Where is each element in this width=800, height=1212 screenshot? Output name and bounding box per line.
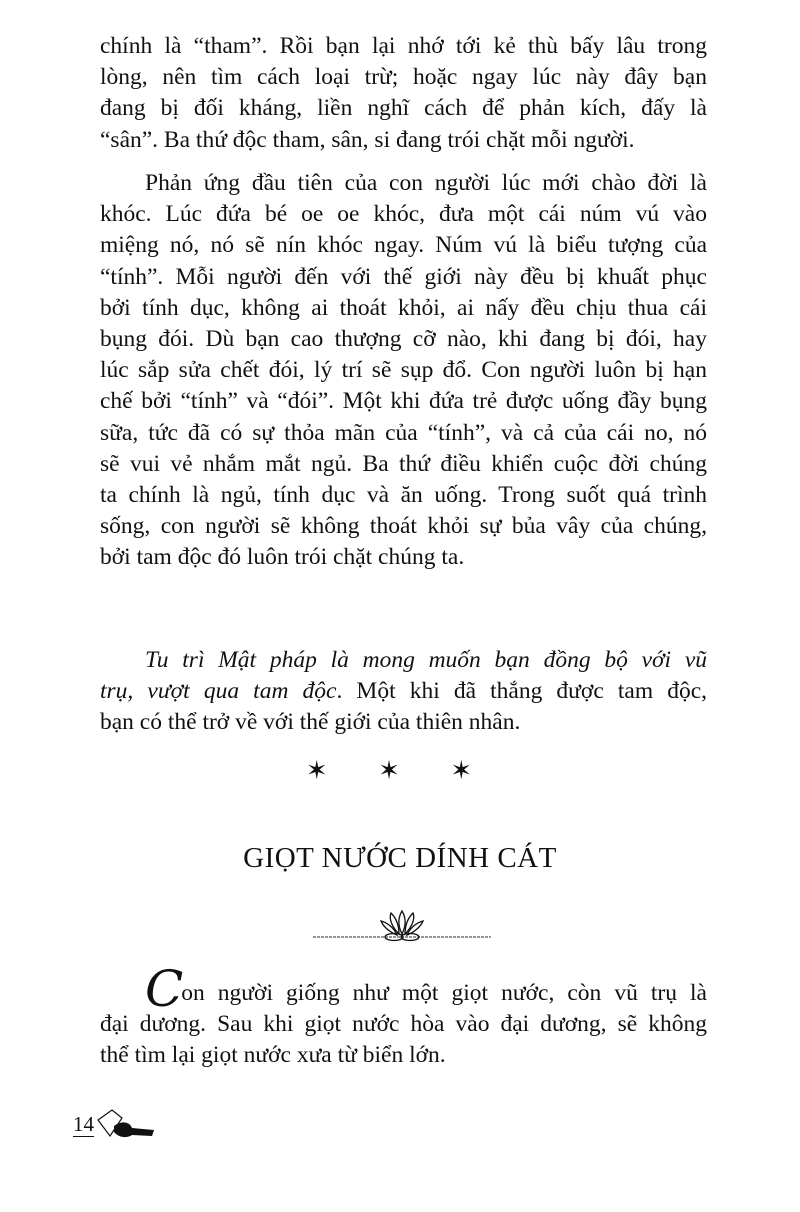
paragraph-1: [100, 31, 707, 156]
text-line: [100, 199, 707, 230]
text-line: [100, 1009, 707, 1040]
text-line: [100, 449, 707, 480]
text-line: [100, 1040, 707, 1071]
text-segment: “tính”. Mỗi người đến với thế giới này đều bị khuất phục: [100, 263, 707, 290]
text-segment: ta chính là ngủ, tính dục và ăn uống. Trong suốt quá trình: [100, 481, 707, 508]
text-segment: sẽ vui vẻ nhắm mắt ngủ. Ba thứ điều khiển cuộc đời chúng: [100, 450, 707, 477]
text-segment: bụng đói. Dù bạn cao thượng cỡ nào, khi đang bị đói, hay: [100, 325, 707, 352]
paragraph-2: [100, 168, 707, 573]
text-line: [100, 960, 707, 1018]
italic-text: trụ, vượt qua tam độc: [100, 678, 337, 705]
text-segment: chế bởi “tính” và “đói”. Một khi đứa trẻ được uống đầy bụng: [100, 388, 707, 415]
text-line: [100, 324, 707, 355]
text-line: [100, 707, 707, 738]
text-segment: khóc. Lúc đứa bé oe oe khóc, đưa một cái núm vú vào: [100, 201, 707, 228]
text-segment: lúc sắp sửa chết đói, lý trí sẽ sụp đổ. Con người luôn bị hạn: [100, 357, 707, 384]
chapter-title: GIỌT NƯỚC DÍNH CÁT: [243, 842, 557, 874]
text-line: [100, 125, 707, 156]
text-line: [100, 355, 707, 386]
drop-cap: C: [145, 960, 184, 1018]
text-segment: thể tìm lại giọt nước xưa từ biển lớn.: [100, 1042, 446, 1069]
text-segment: miệng nó, nó sẽ nín khóc ngay. Núm vú là biểu tượng của: [100, 232, 707, 259]
text-segment: bạn có thể trở về với thế giới của thiên nhân.: [100, 709, 521, 736]
text-line: [100, 676, 707, 707]
text-line: [100, 480, 707, 511]
text-segment: chính là “tham”. Rồi bạn lại nhớ tới kẻ thù bấy lâu trong: [100, 33, 707, 59]
lotus-ornament-icon: [313, 908, 491, 942]
text-segment: bởi tam độc đó luôn trói chặt chúng ta.: [100, 544, 465, 571]
text-segment: . Một khi đã thắng được tam độc,: [336, 678, 707, 705]
italic-text: Tu trì Mật pháp là mong muốn bạn đồng bộ với vũ: [145, 647, 707, 673]
bird-ornament-icon: [92, 1106, 162, 1142]
text-line: [100, 31, 707, 62]
text-line: [100, 93, 707, 124]
text-segment: đang bị đối kháng, liền nghĩ cách để phản kích, đấy là: [100, 95, 707, 122]
text-line: [100, 418, 707, 449]
text-line: [100, 262, 707, 293]
text-segment: “sân”. Ba thứ độc tham, sân, si đang trói chặt mỗi người.: [100, 126, 635, 153]
text-segment: sống, con người sẽ không thoát khỏi sự bủa vây của chúng,: [100, 513, 707, 540]
text-segment: lòng, nên tìm cách loại trừ; hoặc ngay lúc này đây bạn: [100, 64, 707, 91]
paragraph-3: [100, 645, 707, 739]
text-line: [100, 168, 707, 199]
text-segment: bởi tính dục, không ai thoát khỏi, ai nấy đều chịu thua cái: [100, 294, 707, 321]
text-line: [100, 645, 707, 676]
text-line: [100, 386, 707, 417]
text-segment: đại dương. Sau khi giọt nước hòa vào đại dương, sẽ không: [100, 1011, 707, 1038]
text-line: [100, 62, 707, 93]
page-number: 14: [73, 1112, 94, 1136]
text-line: [100, 230, 707, 261]
text-line: [100, 511, 707, 542]
paragraph-4: [100, 960, 707, 1072]
section-separator: ✶ ✶ ✶: [305, 756, 495, 785]
text-segment: on người giống như một giọt nước, còn vũ trụ là: [181, 980, 707, 1006]
text-line: [100, 293, 707, 324]
text-line: [100, 542, 707, 573]
text-segment: Phản ứng đầu tiên của con người lúc mới chào đời là: [145, 170, 707, 196]
text-segment: sữa, tức đã có sự thỏa mãn của “tính”, và cả của cái no, nó: [100, 419, 707, 446]
